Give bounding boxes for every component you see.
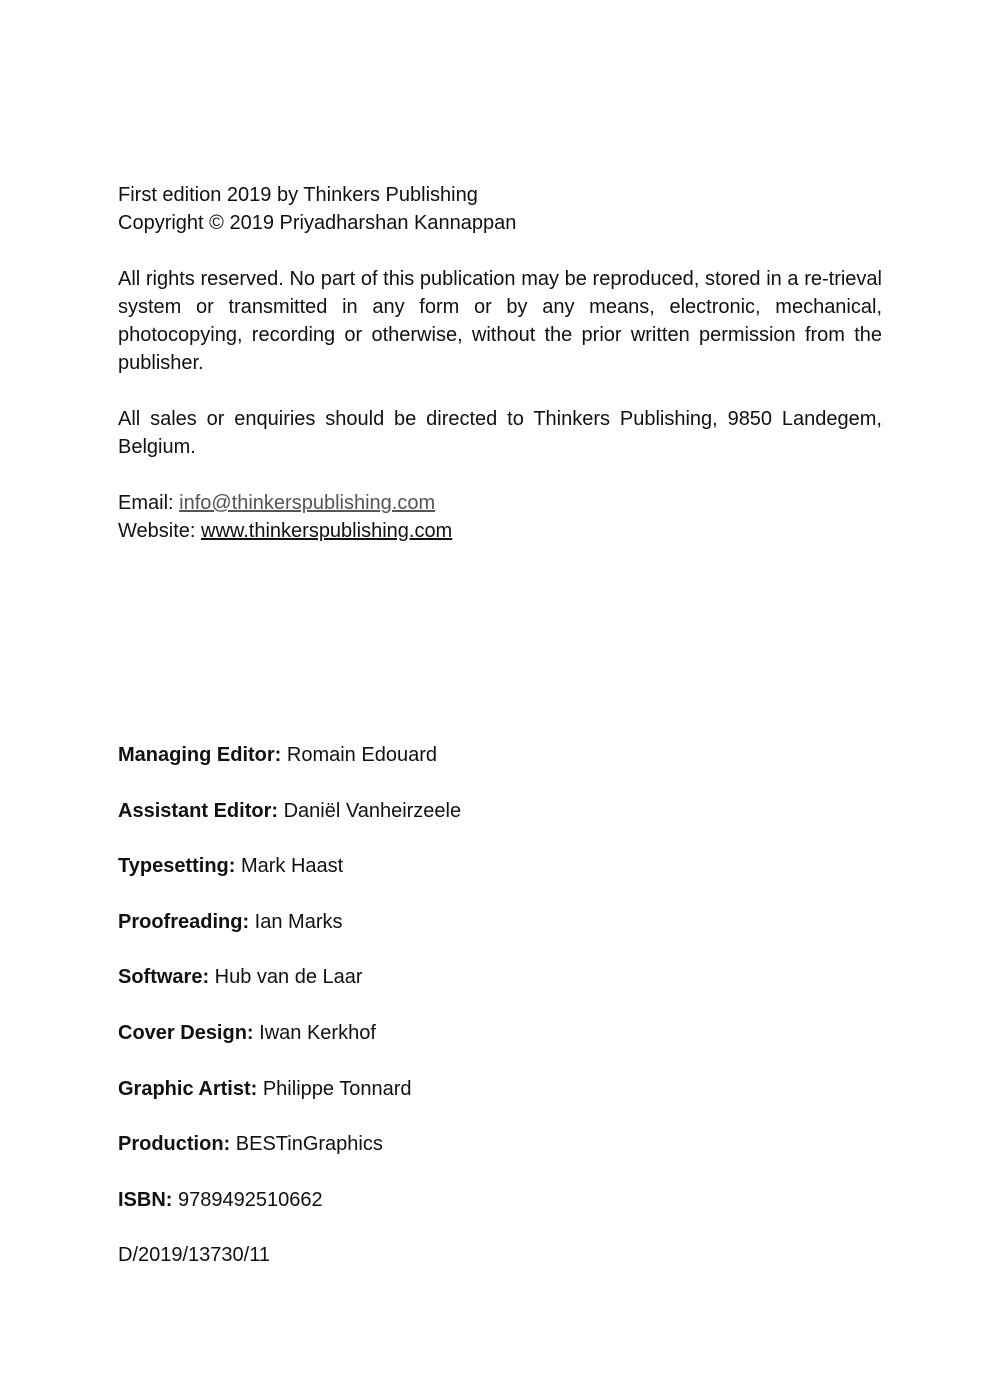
credit-value: Mark Haast xyxy=(235,855,344,878)
credit-typesetting xyxy=(118,852,882,880)
credit-value: Romain Edouard xyxy=(281,744,437,766)
credit-managing-editor xyxy=(118,741,882,769)
email-link[interactable]: info@thinkerspublishing.com xyxy=(179,492,436,514)
credit-label: Production: xyxy=(118,1133,231,1156)
email-label: Email: xyxy=(118,492,180,514)
email-line xyxy=(118,489,882,517)
website-line xyxy=(118,517,882,545)
credit-value: Philippe Tonnard xyxy=(257,1077,412,1100)
credit-cover-design xyxy=(118,1019,882,1047)
sales-paragraph: All sales or enquiries should be directed to Thinkers Publishing, 9850 Landegem, Belgium. xyxy=(118,408,882,458)
edition-line: First edition 2019 by Thinkers Publishing xyxy=(118,184,478,206)
credit-label: Graphic Artist: xyxy=(118,1077,258,1100)
credit-value: Hub van de Laar xyxy=(209,966,363,989)
credit-production xyxy=(118,1130,882,1158)
edition-block xyxy=(118,181,882,237)
rights-paragraph: All rights reserved. No part of this publication may be reproduced, stored in a re-trieval system or transmitted in any form or by any means, electronic, mechanical, photocopying, recording or otherwise, without the prior written permission from the publisher. xyxy=(118,268,882,374)
credit-assistant-editor xyxy=(118,797,882,825)
credit-value: D/2019/13730/11 xyxy=(118,1244,270,1267)
credit-value: 9789492510662 xyxy=(172,1188,323,1211)
credit-value: Daniël Vanheirzeele xyxy=(278,799,462,822)
copyright-page xyxy=(118,181,882,545)
credit-label: Cover Design: xyxy=(118,1021,254,1044)
contact-block xyxy=(118,489,882,545)
website-label: Website: xyxy=(118,520,201,542)
credit-label: Proofreading: xyxy=(118,910,250,933)
website-link[interactable]: www.thinkerspublishing.com xyxy=(201,520,453,542)
credit-label: Typesetting: xyxy=(118,855,236,878)
credit-proofreading xyxy=(118,908,882,936)
credit-graphic-artist xyxy=(118,1075,882,1103)
credit-label: ISBN: xyxy=(118,1188,173,1211)
credit-value: Ian Marks xyxy=(249,910,343,933)
copyright-line: Copyright © 2019 Priyadharshan Kannappan xyxy=(118,212,517,234)
credit-software xyxy=(118,963,882,991)
credit-label: Managing Editor: xyxy=(118,744,282,766)
credit-value: BESTinGraphics xyxy=(230,1133,383,1156)
credit-isbn xyxy=(118,1186,882,1214)
credit-label: Software: xyxy=(118,966,210,989)
credit-label: Assistant Editor: xyxy=(118,799,279,822)
credits-list xyxy=(118,741,882,1297)
legal-deposit-number xyxy=(118,1241,882,1269)
credit-value: Iwan Kerkhof xyxy=(253,1021,376,1044)
